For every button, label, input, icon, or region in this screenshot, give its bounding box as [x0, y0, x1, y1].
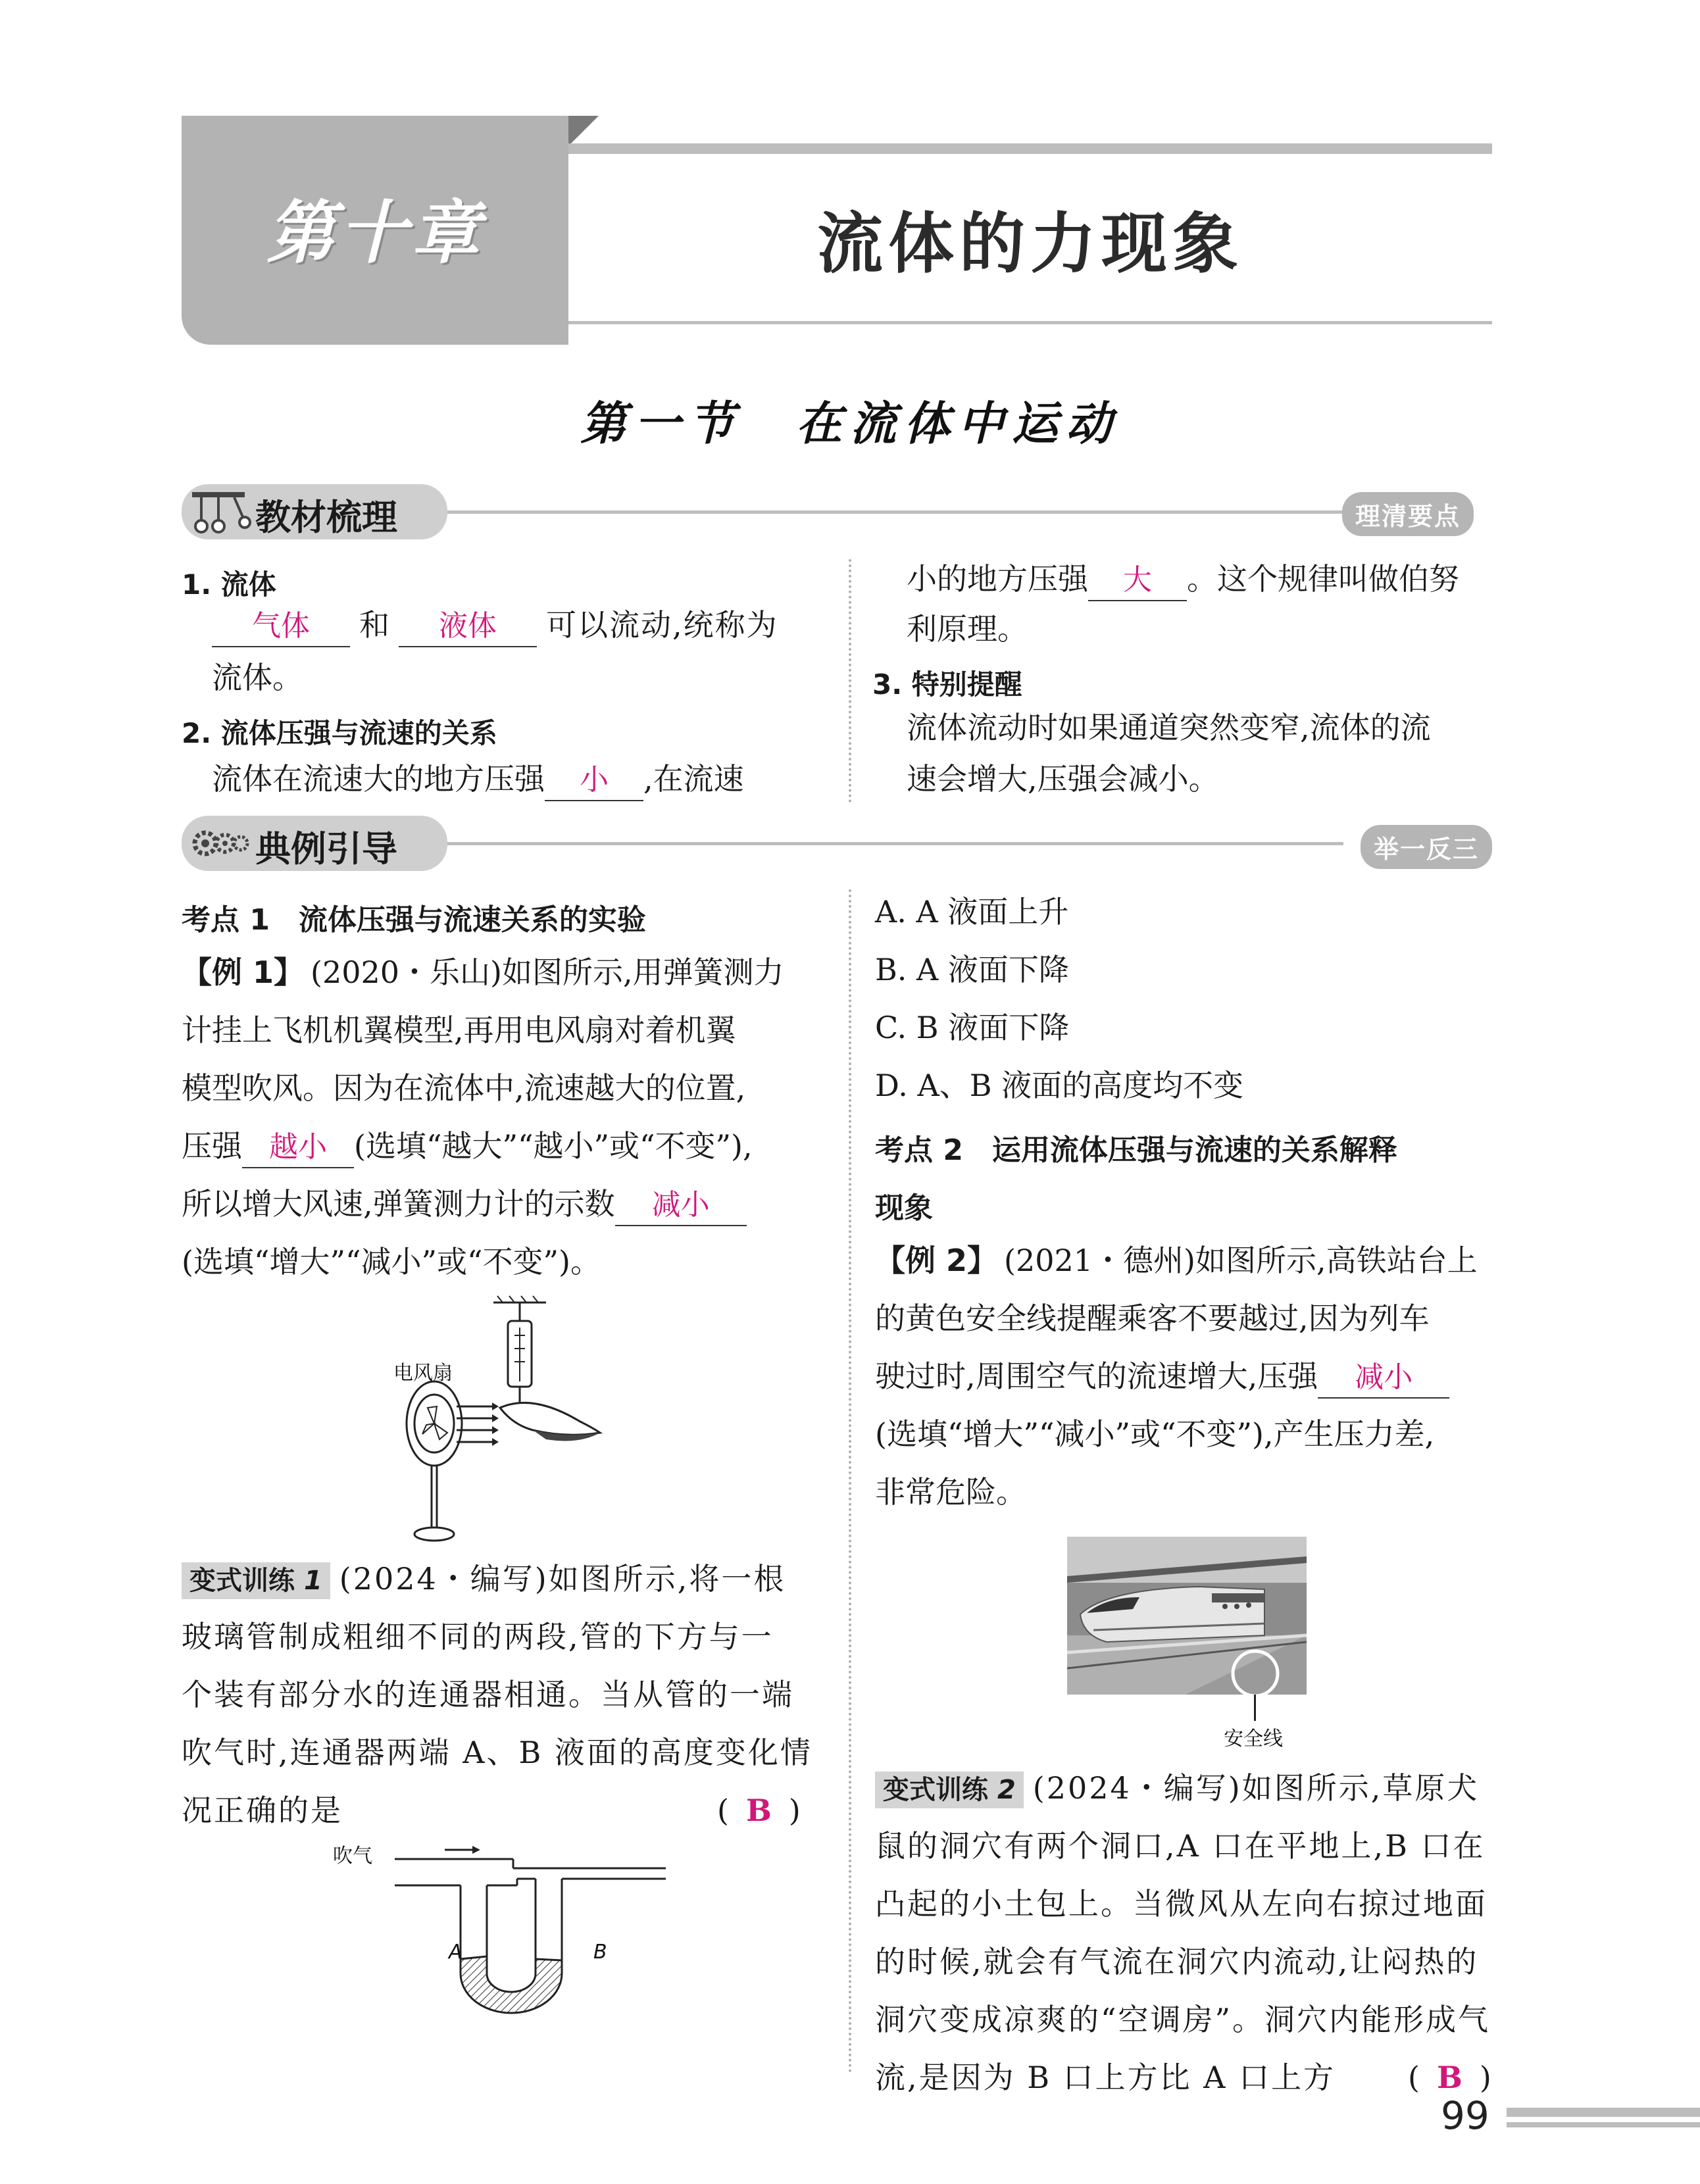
var1-line-5: 况正确的是	[182, 1793, 343, 1828]
var1-line-4: 吹气时,连通器两端 A、B 液面的高度变化情	[182, 1735, 813, 1770]
tube-label-b: B	[593, 1941, 607, 1964]
caption-leader	[1254, 1695, 1256, 1721]
review-bar-end: 理清要点	[1342, 492, 1474, 536]
examples-bar-end: 举一反三	[1361, 825, 1492, 869]
review-heading-2: 2. 流体压强与流速的关系	[182, 717, 497, 749]
chapter-rule-bottom	[568, 321, 1492, 324]
variation-number: 2	[997, 1775, 1016, 1805]
tube-figure	[395, 1842, 671, 2020]
k2-line-4: (选填“增大”“减小”或“不变”),产生压力差,	[875, 1416, 1435, 1452]
k1-line-3: 模型吹风。因为在流体中,流速越大的位置,	[182, 1070, 746, 1106]
text: 驶过时,周围空气的流速增大,压强	[875, 1358, 1318, 1394]
variation-tag-text: 变式训练	[883, 1775, 988, 1805]
var2-line-5: 洞穴变成凉爽的“空调房”。洞穴内能形成气	[875, 2002, 1491, 2037]
paren-close: )	[788, 1793, 801, 1828]
answer-blank: 大	[1088, 560, 1187, 601]
option-d[interactable]: D. A、B 液面的高度均不变	[875, 1068, 1244, 1103]
text: 小的地方压强	[907, 561, 1088, 597]
answer-choice: B	[745, 1793, 772, 1828]
paren-open: (	[717, 1793, 729, 1828]
k2-heading-1: 考点 2 运用流体压强与流速的关系解释	[875, 1133, 1397, 1167]
gears-icon	[191, 822, 250, 864]
page-bar-2	[1507, 2122, 1700, 2127]
option-c[interactable]: C. B 液面下降	[875, 1010, 1070, 1045]
fan-label: 电风扇	[393, 1362, 453, 1385]
review-line-1	[212, 596, 778, 654]
k1-line-6: (选填“增大”“减小”或“不变”)。	[182, 1244, 601, 1279]
var2-line-3: 凸起的小土包上。当微风从左向右掠过地面	[875, 1886, 1488, 1922]
option-b[interactable]: B. A 液面下降	[875, 952, 1069, 987]
variation-tag-text: 变式训练	[189, 1566, 295, 1596]
section-title: 第一节 在流体中运动	[580, 396, 1120, 451]
k2-line-2: 的黄色安全线提醒乘客不要越过,因为列车	[875, 1301, 1430, 1336]
column-divider	[849, 559, 851, 803]
k2-line-3	[875, 1347, 1449, 1405]
variation-tag	[182, 1562, 330, 1599]
review-right-line-3: 流体流动时如果通道突然变窄,流体的流	[907, 710, 1431, 745]
answer-blank: 减小	[1318, 1358, 1449, 1399]
examples-bar-rule	[447, 842, 1343, 845]
review-line-2: 流体。	[212, 660, 303, 695]
text: ,在流速	[643, 761, 744, 797]
var1-line-1	[182, 1550, 786, 1608]
k2-line-5: 非常危险。	[875, 1474, 1026, 1510]
chapter-tab-fold	[568, 116, 599, 146]
photo-caption: 安全线	[1224, 1727, 1283, 1750]
var1-line-2: 玻璃管制成粗细不同的两段,管的下方与一	[182, 1619, 774, 1654]
text: 和	[359, 607, 389, 643]
review-bar-rule	[447, 510, 1343, 514]
text: 压强	[182, 1128, 242, 1164]
train-photo	[1067, 1537, 1307, 1695]
var1-line-3: 个装有部分水的连通器相通。当从管的一端	[182, 1677, 794, 1712]
var2-line-6: 流,是因为 B 口上方比 A 口上方	[875, 2060, 1336, 2095]
paren-close: )	[1479, 2060, 1491, 2095]
example-label: 【例 1】	[182, 955, 305, 990]
option-a[interactable]: A. A 液面上升	[875, 894, 1069, 930]
k2-heading-2: 现象	[875, 1191, 933, 1225]
text: 所以增大风速,弹簧测力计的示数	[182, 1186, 615, 1222]
chapter-rule-top	[568, 143, 1492, 154]
blow-label: 吹气	[333, 1845, 372, 1868]
review-right-line-2: 利原理。	[907, 611, 1028, 647]
text: 。这个规律叫做伯努	[1187, 561, 1459, 597]
review-line-3	[212, 750, 744, 808]
var1-answer	[717, 1781, 801, 1839]
answer-blank: 减小	[615, 1185, 747, 1226]
answer-blank: 小	[545, 760, 643, 801]
var2-line-4: 的时候,就会有气流在洞穴内流动,让闷热的	[875, 1944, 1479, 1979]
pendulum-icon	[188, 488, 251, 535]
page-number: 99	[1441, 2093, 1489, 2138]
var2-line-2: 鼠的洞穴有两个洞口,A 口在平地上,B 口在	[875, 1828, 1486, 1864]
text: (2024・编写)如图所示,草原犬	[1032, 1770, 1480, 1806]
k1-line-4	[182, 1117, 753, 1175]
answer-blank: 气体	[212, 607, 350, 647]
text: (2020・乐山)如图所示,用弹簧测力	[311, 955, 784, 990]
text: (2021・德州)如图所示,高铁站台上	[1004, 1243, 1478, 1278]
k1-line-2: 计挂上飞机机翼模型,再用电风扇对着机翼	[182, 1012, 736, 1048]
review-right-line-1	[907, 550, 1459, 608]
tube-label-a: A	[449, 1941, 463, 1964]
text: (选填“越大”“越小”或“不变”),	[354, 1128, 753, 1164]
text: 可以流动,统称为	[546, 607, 778, 643]
paren-open: (	[1408, 2060, 1420, 2095]
fan-wing-figure	[368, 1289, 618, 1546]
chapter-number: 第十章	[266, 193, 484, 273]
answer-blank: 越小	[242, 1128, 354, 1168]
review-bar-label: 教材梳理	[255, 497, 397, 538]
column-divider-2	[849, 889, 851, 2073]
page-bar-1	[1507, 2108, 1700, 2117]
var2-line-1	[875, 1759, 1479, 1817]
chapter-title: 流体的力现象	[817, 205, 1243, 282]
text: 流体在流速大的地方压强	[212, 761, 545, 797]
answer-blank: 液体	[399, 607, 537, 647]
review-heading-1: 1. 流体	[182, 568, 276, 601]
variation-number: 1	[303, 1566, 322, 1596]
variation-tag	[875, 1772, 1024, 1808]
k1-line-5	[182, 1175, 747, 1233]
k1-heading: 考点 1 流体压强与流速关系的实验	[182, 903, 646, 937]
k1-line-1	[182, 943, 784, 1001]
text: (2024・编写)如图所示,将一根	[339, 1561, 786, 1597]
example-label: 【例 2】	[875, 1243, 998, 1278]
review-right-line-4: 速会增大,压强会减小。	[907, 761, 1219, 797]
examples-bar-label: 典例引导	[255, 828, 397, 870]
k2-line-1	[875, 1231, 1478, 1289]
answer-choice: B	[1436, 2060, 1462, 2095]
review-heading-3: 3. 特别提醒	[872, 668, 1022, 701]
